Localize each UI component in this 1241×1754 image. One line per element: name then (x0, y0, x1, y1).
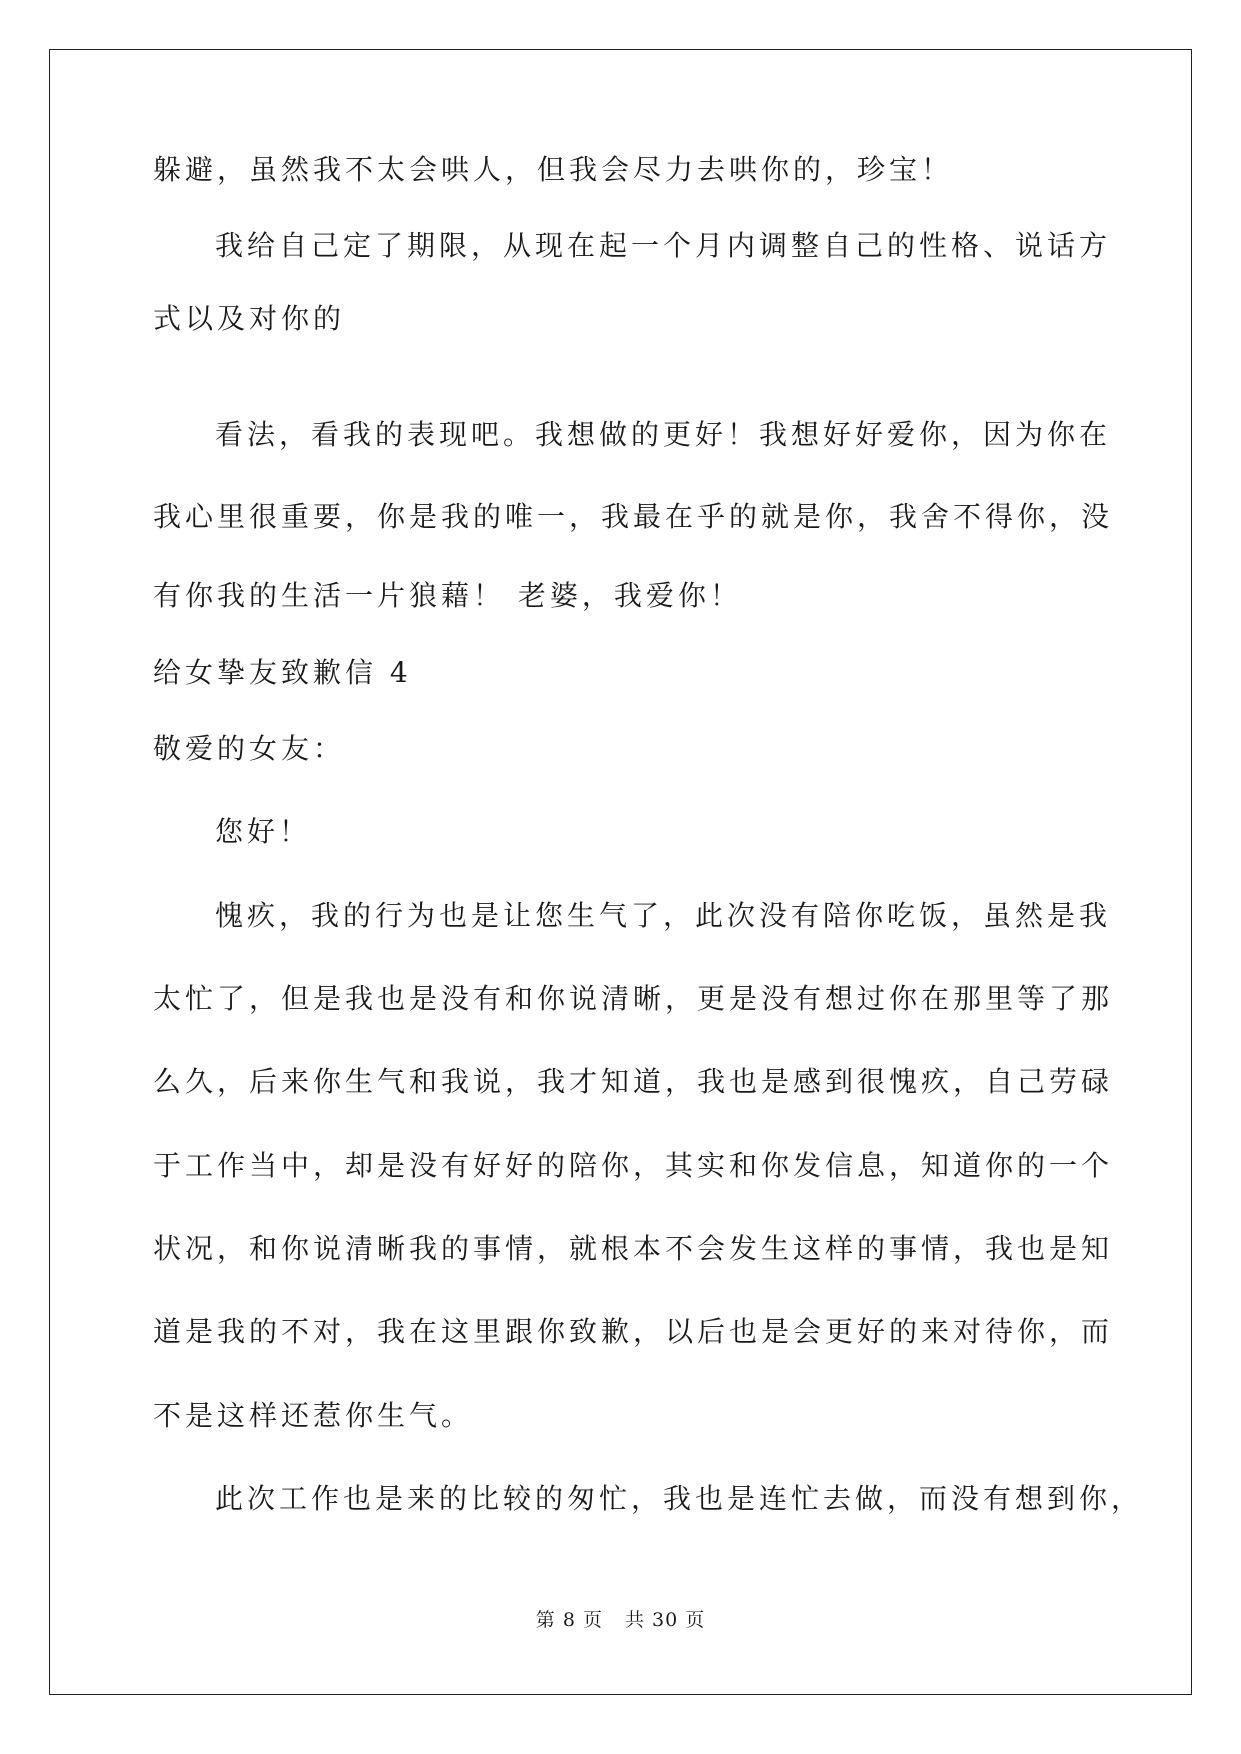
page-number-current: 第 8 页 (535, 1609, 603, 1631)
text-line-12: 么久，后来你生气和我说，我才知道，我也是感到很愧疚，自己劳碌 (153, 1065, 1114, 1098)
text-line-4: 看法，看我的表现吧。我想做的更好！我想好好爱你，因为你在 (215, 418, 1112, 451)
text-line-15: 道是我的不对，我在这里跟你致歉，以后也是会更好的来对待你，而 (153, 1315, 1114, 1348)
page-footer (0, 1607, 1241, 1633)
text-line-16: 不是这样还惹你生气。 (153, 1399, 474, 1432)
section-heading: 给女挚友致歉信 4 (153, 656, 412, 689)
greeting: 您好！ (215, 815, 312, 848)
text-line-6: 有你我的生活一片狼藉！ 老婆，我爱你！ (153, 579, 742, 612)
text-line-3: 式以及对你的 (153, 302, 346, 335)
text-line-11: 太忙了，但是我也是没有和你说清晰，更是没有想过你在那里等了那 (153, 982, 1114, 1015)
salutation: 敬爱的女友： (153, 732, 346, 765)
text-line-17: 此次工作也是来的比较的匆忙，我也是连忙去做，而没有想到你， (215, 1482, 1144, 1515)
text-line-2: 我给自己定了期限，从现在起一个月内调整自己的性格、说话方 (215, 229, 1112, 262)
text-line-5: 我心里很重要，你是我的唯一，我最在乎的就是你，我舍不得你，没 (153, 500, 1114, 533)
page-frame (49, 49, 1192, 1695)
page-number-total: 共 30 页 (624, 1609, 706, 1631)
text-line-13: 于工作当中，却是没有好好的陪你，其实和你发信息，知道你的一个 (153, 1149, 1114, 1182)
text-line-10: 愧疚，我的行为也是让您生气了，此次没有陪你吃饭，虽然是我 (215, 899, 1112, 932)
text-line-1: 躲避，虽然我不太会哄人，但我会尽力去哄你的，珍宝！ (153, 153, 954, 186)
text-line-14: 状况，和你说清晰我的事情，就根本不会发生这样的事情，我也是知 (153, 1232, 1114, 1265)
